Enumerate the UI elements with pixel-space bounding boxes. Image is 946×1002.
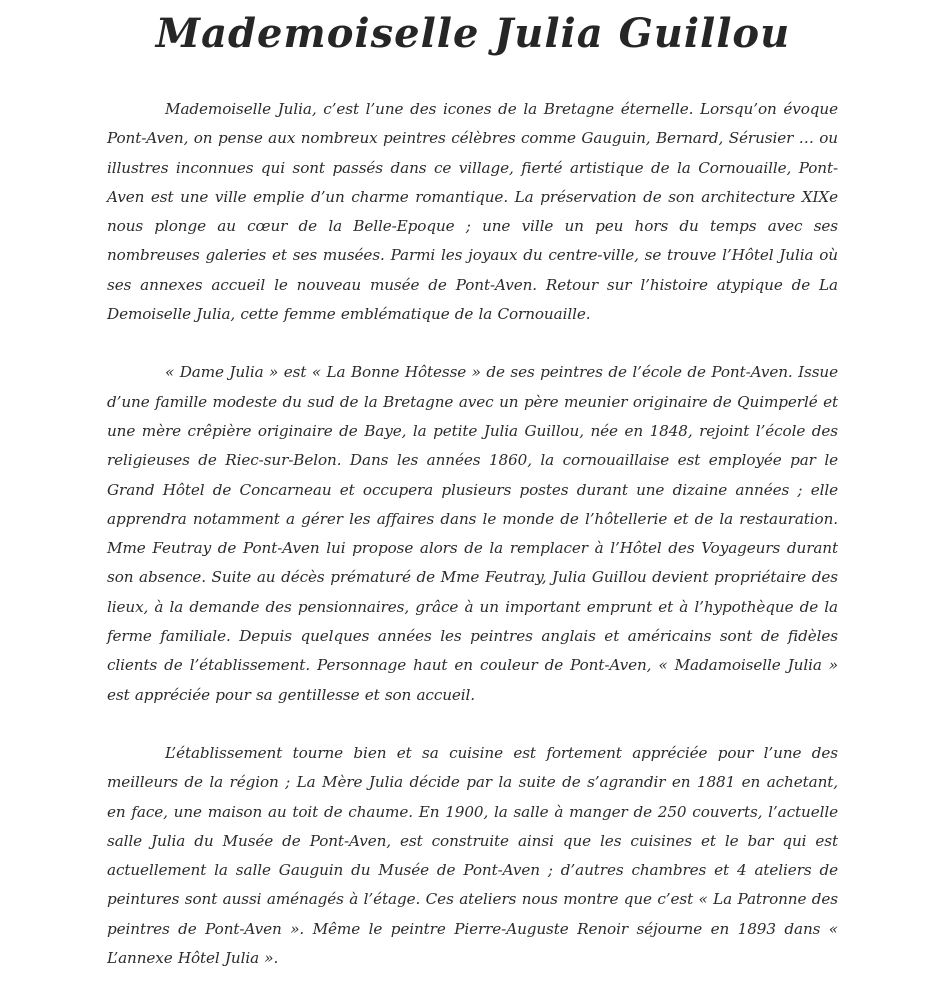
paragraph-intro: Mademoiselle Julia, c’est l’une des icones de la Bretagne éternelle. Lorsqu’on évoque Pont-Aven, on pense aux nombreux peintres célèbres comme Gauguin, Bernard, Sérusier … ou illustres inconnues qui sont passés dans ce village, fierté artistique de la Cornouaille, Pont-Aven est une ville emplie d’un charme romantique. La préservation de son architecture XIXe nous plonge au cœur de la Belle-Epoque ; une ville un peu hors du temps avec ses nombreuses galeries et ses musées. Parmi les joyaux du centre-ville, se trouve l’Hôtel Julia où ses annexes accueil le nouveau musée de Pont-Aven. Retour sur l’histoire atypique de La Demoiselle Julia, cette femme emblématique de la Cornouaille. (107, 100, 838, 324)
paragraph-biography: « Dame Julia » est « La Bonne Hôtesse » de ses peintres de l’école de Pont-Aven. Issue d’une famille modeste du sud de la Bretagne avec un père meunier originaire de Quimperlé et une mère crêpière originaire de Baye, la petite Julia Guillou, née en 1848, rejoint l’école des religieuses de Riec-sur-Belon. Dans les années 1860, la cornouaillaise est employée par le Grand Hôtel de Concarneau et occupera plusieurs postes durant une dizaine années ; elle apprendra notamment a gérer les affaires dans le monde de l’hôtellerie et de la restauration. Mme Feutray de Pont-Aven lui propose alors de la remplacer à l’Hôtel des Voyageurs durant son absence. Suite au décès prématuré de Mme Feutray, Julia Guillou devient propriétaire des lieux, à la demande des pensionnaires, grâce à un important emprunt et à l’hypothèque de la ferme familiale. Depuis quelques années les peintres anglais et américains sont de fidèles clients de l’établissement. Personnage haut en couleur de Pont-Aven, « Madamoiselle Julia » est appréciée pour sa gentillesse et son accueil. (107, 363, 838, 704)
document-title: Mademoiselle Julia Guillou (155, 10, 791, 57)
paragraph-expansion: L’établissement tourne bien et sa cuisine est fortement appréciée pour l’une des meilleurs de la région ; La Mère Julia décide par la suite de s’agrandir en 1881 en achetant, en face, une maison au toit de chaume. En 1900, la salle à manger de 250 couverts, l’actuelle salle Julia du Musée de Pont-Aven, est construite ainsi que les cuisines et le bar qui est actuellement la salle Gauguin du Musée de Pont-Aven ; d’autres chambres et 4 ateliers de peintures sont aussi aménagés à l’étage. Ces ateliers nous montre que c’est « La Patronne des peintres de Pont-Aven ». Même le peintre Pierre-Auguste Renoir séjourne en 1893 dans « L’annexe Hôtel Julia ». (107, 743, 838, 968)
document-body (107, 95, 838, 1002)
